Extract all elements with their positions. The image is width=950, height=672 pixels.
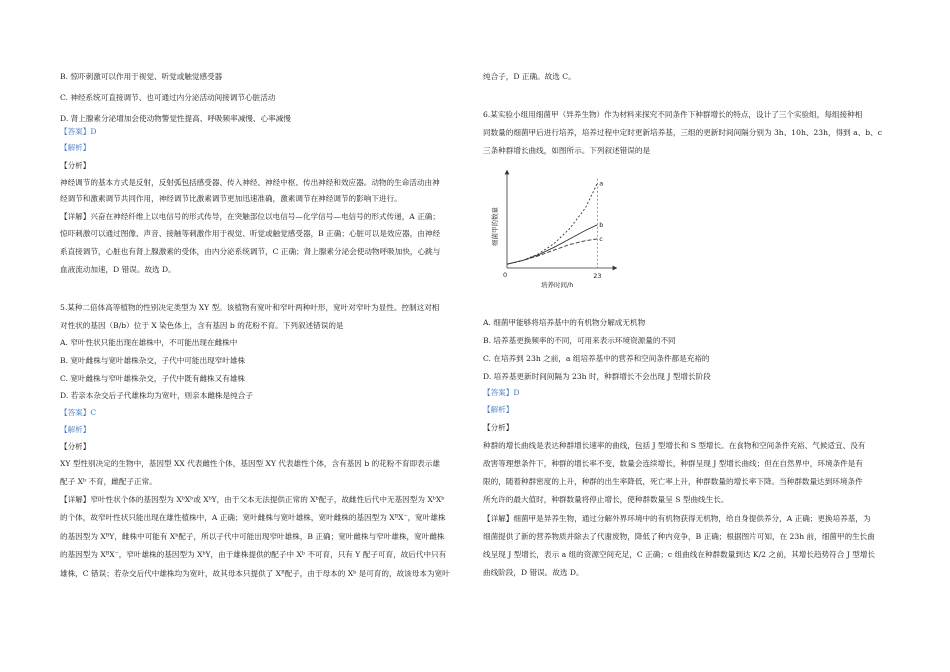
q5-continuation: 纯合子，D 正确。故选 C。 [483, 72, 576, 81]
q6-answer: 【答案】D [483, 388, 520, 397]
q4-detail-1: 【详解】兴奋在神经纤维上以电信号的形式传导，在突触部位以电信号—化学信号—电信号的形式传递，A 正确； [60, 212, 440, 221]
q5-jiexi: 【解析】 [60, 425, 91, 434]
q6-analysis-4: 所允许的最大值时，种群数量将停止增长，使种群数量呈 S 型曲线生长。 [483, 495, 729, 504]
series-c-label: c [599, 234, 603, 243]
q5-option-c: C. 宽叶雌株与窄叶雄株杂交，子代中既有雌株又有雄株 [60, 374, 246, 383]
q4-detail-2: 惊吓刺激可以通过图像、声音、接触等刺激作用于视觉、听觉或触觉感受器，B 正确；心脏可以是效应器，由神经 [60, 229, 441, 238]
q6-detail-4: 曲线阶段，D 错误。故选 D。 [483, 568, 584, 577]
series-c-line [507, 239, 597, 264]
q6-detail-3: 线呈现 J 型增长，表示 a 组的资源空间充足，C 正确；c 组曲线在种群数量到达 K/2 之前，其增长趋势符合 J 型增长 [483, 550, 875, 559]
q5-answer: 【答案】C [60, 408, 97, 417]
q6-analysis-1: 种群的增长曲线是表达种群增长速率的曲线，包括 J 型增长和 S 型增长。在食物和空间条件充裕、气候适宜、没有 [483, 441, 866, 450]
q4-answer: 【答案】D [60, 127, 97, 136]
series-a-label: a [599, 179, 604, 188]
q6-stem-2: 同数量的细菌甲后进行培养，培养过程中定时更新培养基，三组的更新时间间隔分别为 3h、10h、23h，得到 a、b、c [483, 128, 883, 137]
q6-option-b: B. 培养基更换频率的不同，可用来表示环境资源量的不同 [483, 336, 676, 345]
q4-option-c: C. 神经系统可直接调节、也可通过内分泌活动间接调节心脏活动 [60, 93, 276, 102]
growth-curve-chart [483, 168, 623, 298]
x-tick-23: 23 [593, 272, 602, 280]
q4-analysis-2: 经调节和激素调节共同作用，神经调节比激素调节更加迅速准确，激素调节在神经调节的影响下进行。 [60, 194, 402, 203]
q5-detail-5: 雄株，C 错误；若杂交后代中雄株均为宽叶，故其母本只提供了 Xᴮ配子，由于母本的 Xᵇ 是可育的，故该母本为宽叶 [60, 569, 450, 578]
y-axis-label: 细菌甲的数量 [491, 207, 499, 246]
q6-detail-2: 细菌提供了新的营养物质并除去了代谢废物，降低了种内竞争，B 正确；根据图片可知，在 23h 前，细菌甲的生长曲 [483, 532, 875, 541]
x-axis-label: 培养时间/h [541, 281, 574, 289]
q5-option-a: A. 窄叶性状只能出现在雄株中，不可能出现在雌株中 [60, 338, 238, 347]
q4-fenxi: 【分析】 [60, 161, 91, 170]
q5-analysis-1: XY 型性别决定的生物中，基因型 XX 代表雌性个体，基因型 XY 代表雄性个体，含有基因 b 的花粉不育即表示雄 [60, 459, 440, 468]
q4-option-d: D. 肾上腺素分泌增加会使动物警觉性提高、呼吸频率减慢、心率减慢 [60, 114, 291, 123]
q4-detail-3: 系直接调节，心脏也有肾上腺激素的受体，由内分泌系统调节，C 正确；肾上腺素分泌会使动物呼吸加快，心跳与 [60, 247, 441, 256]
q5-fenxi: 【分析】 [60, 442, 91, 451]
series-b-label: b [599, 220, 604, 229]
q6-jiexi: 【解析】 [483, 405, 514, 414]
q6-analysis-3: 限的，随着种群密度的上升，种群的出生率降低，死亡率上升，种群数量的增长率下降。当种群数量达到环境条件 [483, 477, 863, 486]
q4-option-b: B. 惊吓刺激可以作用于视觉、听觉或触觉感受器 [60, 72, 223, 81]
q5-option-b: B. 宽叶雌株与宽叶雄株杂交，子代中可能出现窄叶雄株 [60, 356, 246, 365]
series-a-line [507, 183, 597, 264]
q6-option-d: D. 培养基更新时间间隔为 23h 时，种群增长不会出现 J 型增长阶段 [483, 372, 711, 381]
q5-detail-2: 的个体，故窄叶性状只能出现在雄性植株中，A 正确；宽叶雌株与宽叶雄株，宽叶雌株的基因型为 XᴮX⁻，宽叶雄株 [60, 513, 446, 522]
q5-detail-3: 的基因型为 XᴮY，雌株中可能有 Xᵇ配子，所以子代中可能出现窄叶雄株，B 正确；宽叶雌株与窄叶雄株，宽叶雌株 [60, 532, 445, 541]
q5-analysis-2: 配子 Xᵇ 不育，雌配子正常。 [60, 477, 157, 486]
q5-stem-1: 5.某种二倍体高等植物的性别决定类型为 XY 型。该植物有宽叶和窄叶两种叶形，宽叶对窄叶为显性。控制这对相 [60, 303, 440, 312]
q6-stem-3: 三条种群增长曲线，如图所示。下列叙述错误的是 [483, 146, 651, 155]
q6-analysis-2: 敌害等理想条件下，种群的增长率不变，数量会连续增长，种群呈现 J 型增长曲线；但在自然界中，环境条件是有 [483, 459, 863, 468]
q5-detail-1: 【详解】窄叶性状个体的基因型为 XᵇXᵇ或 XᵇY，由于父本无法提供正常的 Xᵇ配子，故雌性后代中无基因型为 XᵇXᵇ [60, 495, 445, 504]
origin-label: 0 [503, 271, 508, 279]
q5-stem-2: 对性状的基因（B/b）位于 X 染色体上，含有基因 b 的花粉不育。下列叙述错误的是 [60, 321, 344, 330]
q4-analysis-1: 神经调节的基本方式是反射，反射弧包括感受器、传入神经、神经中枢、传出神经和效应器。动物的生命活动由神 [60, 178, 440, 187]
q5-detail-4: 的基因型为 XᴮX⁻，窄叶雄株的基因型为 XᵇY，由于雄株提供的配子中 Xᵇ 不可育，只有 Y 配子可育，故后代中只有 [60, 550, 447, 559]
q5-option-d: D. 若亲本杂交后子代雄株均为宽叶，则亲本雌株是纯合子 [60, 391, 253, 400]
q6-option-a: A. 细菌甲能够将培养基中的有机物分解成无机物 [483, 318, 646, 327]
q4-detail-4: 血液流动加速，D 错误。故选 D。 [60, 265, 176, 274]
q4-jiexi: 【解析】 [60, 143, 91, 152]
q6-option-c: C. 在培养到 23h 之前，a 组培养基中的营养和空间条件都是充裕的 [483, 354, 710, 363]
q6-detail-1: 【详解】细菌甲是异养生物，通过分解外界环境中的有机物获得无机物，给自身提供养分，A 正确；更换培养基，为 [483, 514, 871, 523]
q6-fenxi: 【分析】 [483, 423, 514, 432]
q6-stem-1: 6.某实验小组用细菌甲（异养生物）作为材料来探究不同条件下种群增长的特点，设计了三个实验组，每组接种相 [483, 110, 863, 119]
